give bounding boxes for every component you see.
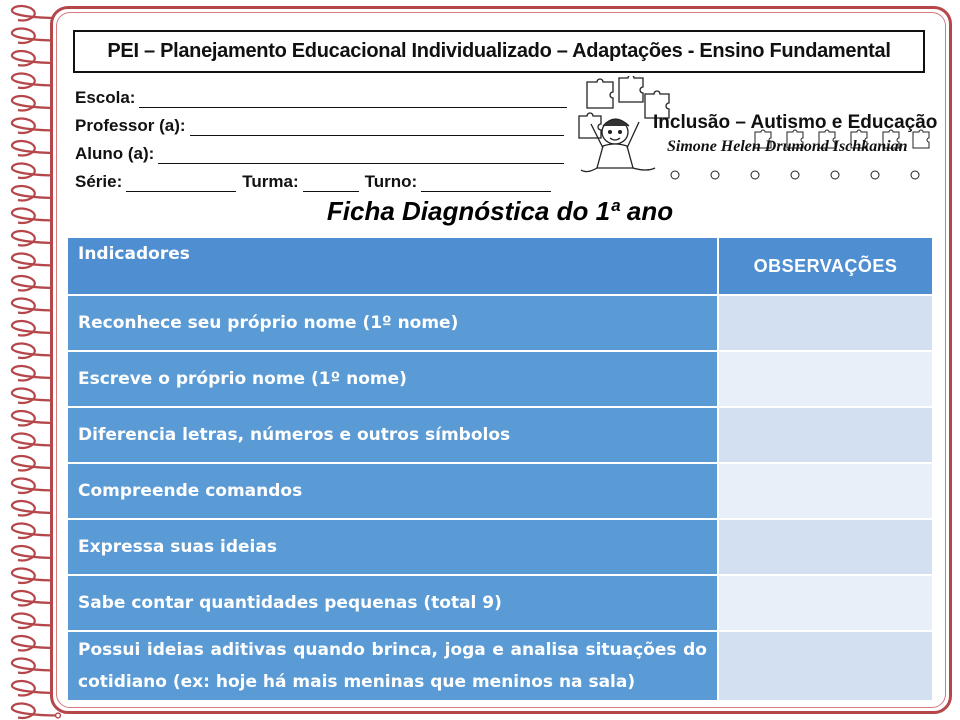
observacao-cell[interactable] (718, 463, 933, 519)
serie-turma-turno-field[interactable] (75, 164, 575, 192)
professor-label: Professor (a): (75, 116, 186, 135)
spiral-hole (56, 713, 61, 718)
diagnostic-table (66, 236, 934, 702)
aluno-line[interactable] (158, 145, 564, 164)
inclusion-logo (575, 76, 940, 184)
table-row (67, 631, 933, 701)
observacao-cell[interactable] (718, 351, 933, 407)
indicador-cell: Compreende comandos (67, 463, 718, 519)
header-title: PEI – Planejamento Educacional Individualizado – Adaptações - Ensino Fundamental (107, 40, 891, 62)
indicador-cell: Escreve o próprio nome (1º nome) (67, 351, 718, 407)
table-row (67, 519, 933, 575)
observacao-cell[interactable] (718, 519, 933, 575)
indicador-cell: Sabe contar quantidades pequenas (total 9) (67, 575, 718, 631)
aluno-label: Aluno (a): (75, 144, 155, 163)
table-row (67, 351, 933, 407)
professor-line[interactable] (190, 117, 564, 136)
turma-line[interactable] (303, 173, 359, 192)
escola-label: Escola: (75, 88, 136, 107)
header-indicadores: Indicadores (67, 237, 718, 295)
turma-label: Turma: (242, 172, 299, 191)
indicador-cell: Reconhece seu próprio nome (1º nome) (67, 295, 718, 351)
observacao-cell[interactable] (718, 295, 933, 351)
spiral-ring (12, 703, 58, 717)
student-info-fields (75, 80, 575, 192)
indicador-cell: Expressa suas ideias (67, 519, 718, 575)
turno-label: Turno: (364, 172, 418, 191)
aluno-field[interactable] (75, 136, 575, 164)
escola-field[interactable] (75, 80, 575, 108)
observacao-cell[interactable] (718, 631, 933, 701)
table-row (67, 463, 933, 519)
turno-line[interactable] (421, 173, 551, 192)
professor-field[interactable] (75, 108, 575, 136)
indicador-cell: Diferencia letras, números e outros símbolos (67, 407, 718, 463)
table-row (67, 295, 933, 351)
table-row (67, 407, 933, 463)
table-row (67, 575, 933, 631)
logo-author: Simone Helen Drumond Ischkanian (667, 138, 908, 155)
escola-line[interactable] (139, 89, 567, 108)
table-header-row (67, 237, 933, 295)
indicador-cell: Possui ideias aditivas quando brinca, joga e analisa situações do cotidiano (ex: hoje há mais meninas que meninos na sala) (67, 631, 718, 701)
logo-title: Inclusão – Autismo e Educação (653, 112, 938, 133)
serie-line[interactable] (126, 173, 236, 192)
observacao-cell[interactable] (718, 407, 933, 463)
header-title-box (73, 30, 925, 73)
header-observacoes: OBSERVAÇÕES (718, 237, 933, 295)
observacao-cell[interactable] (718, 575, 933, 631)
serie-label: Série: (75, 172, 123, 191)
document-title: Ficha Diagnóstica do 1ª ano (326, 196, 674, 226)
